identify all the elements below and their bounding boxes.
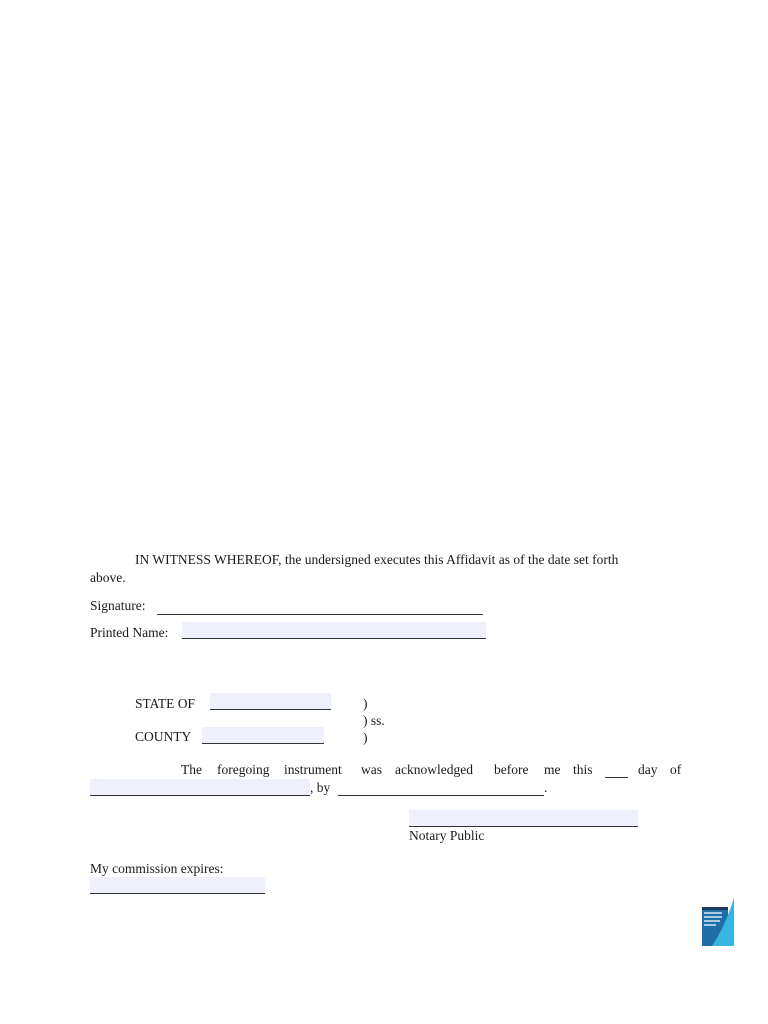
ack-name-field[interactable] bbox=[338, 779, 544, 796]
county-field[interactable] bbox=[202, 727, 324, 744]
state-field[interactable] bbox=[210, 693, 331, 710]
ack-word-instrument: instrument bbox=[284, 762, 342, 777]
printed-name-label: Printed Name: bbox=[90, 625, 169, 640]
state-of-label: STATE OF bbox=[135, 696, 196, 711]
paren-top: ) bbox=[363, 696, 368, 711]
witness-line-2: above. bbox=[90, 570, 126, 585]
notary-signature-field[interactable] bbox=[409, 810, 638, 827]
ack-word-of: of bbox=[670, 762, 682, 777]
paren-bottom: ) bbox=[363, 730, 368, 745]
ack-by-label: , by bbox=[310, 780, 331, 795]
county-label: COUNTY bbox=[135, 729, 192, 744]
signature-label: Signature: bbox=[90, 598, 146, 613]
ack-word-foregoing: foregoing bbox=[217, 762, 270, 777]
notary-public-label: Notary Public bbox=[409, 828, 485, 843]
witness-line-1: IN WITNESS WHEREOF, the undersigned executes this Affidavit as of the date set forth bbox=[135, 552, 619, 567]
commission-expires-field[interactable] bbox=[90, 877, 265, 894]
ack-word-day: day bbox=[638, 762, 658, 777]
commission-label: My commission expires: bbox=[90, 861, 224, 876]
ack-month-year-field[interactable] bbox=[90, 779, 310, 796]
ack-word-me: me bbox=[544, 762, 561, 777]
ack-word-the: The bbox=[181, 762, 202, 777]
signature-field[interactable] bbox=[157, 598, 483, 615]
ack-day-field[interactable] bbox=[605, 761, 628, 778]
ack-word-before: before bbox=[494, 762, 529, 777]
ss-label: ) ss. bbox=[363, 713, 385, 728]
ack-period: . bbox=[544, 780, 548, 795]
ack-word-acknowledged: acknowledged bbox=[395, 762, 473, 777]
document-pen-logo bbox=[698, 896, 734, 946]
ack-word-was: was bbox=[361, 762, 382, 777]
printed-name-field[interactable] bbox=[182, 622, 486, 639]
ack-word-this: this bbox=[573, 762, 593, 777]
